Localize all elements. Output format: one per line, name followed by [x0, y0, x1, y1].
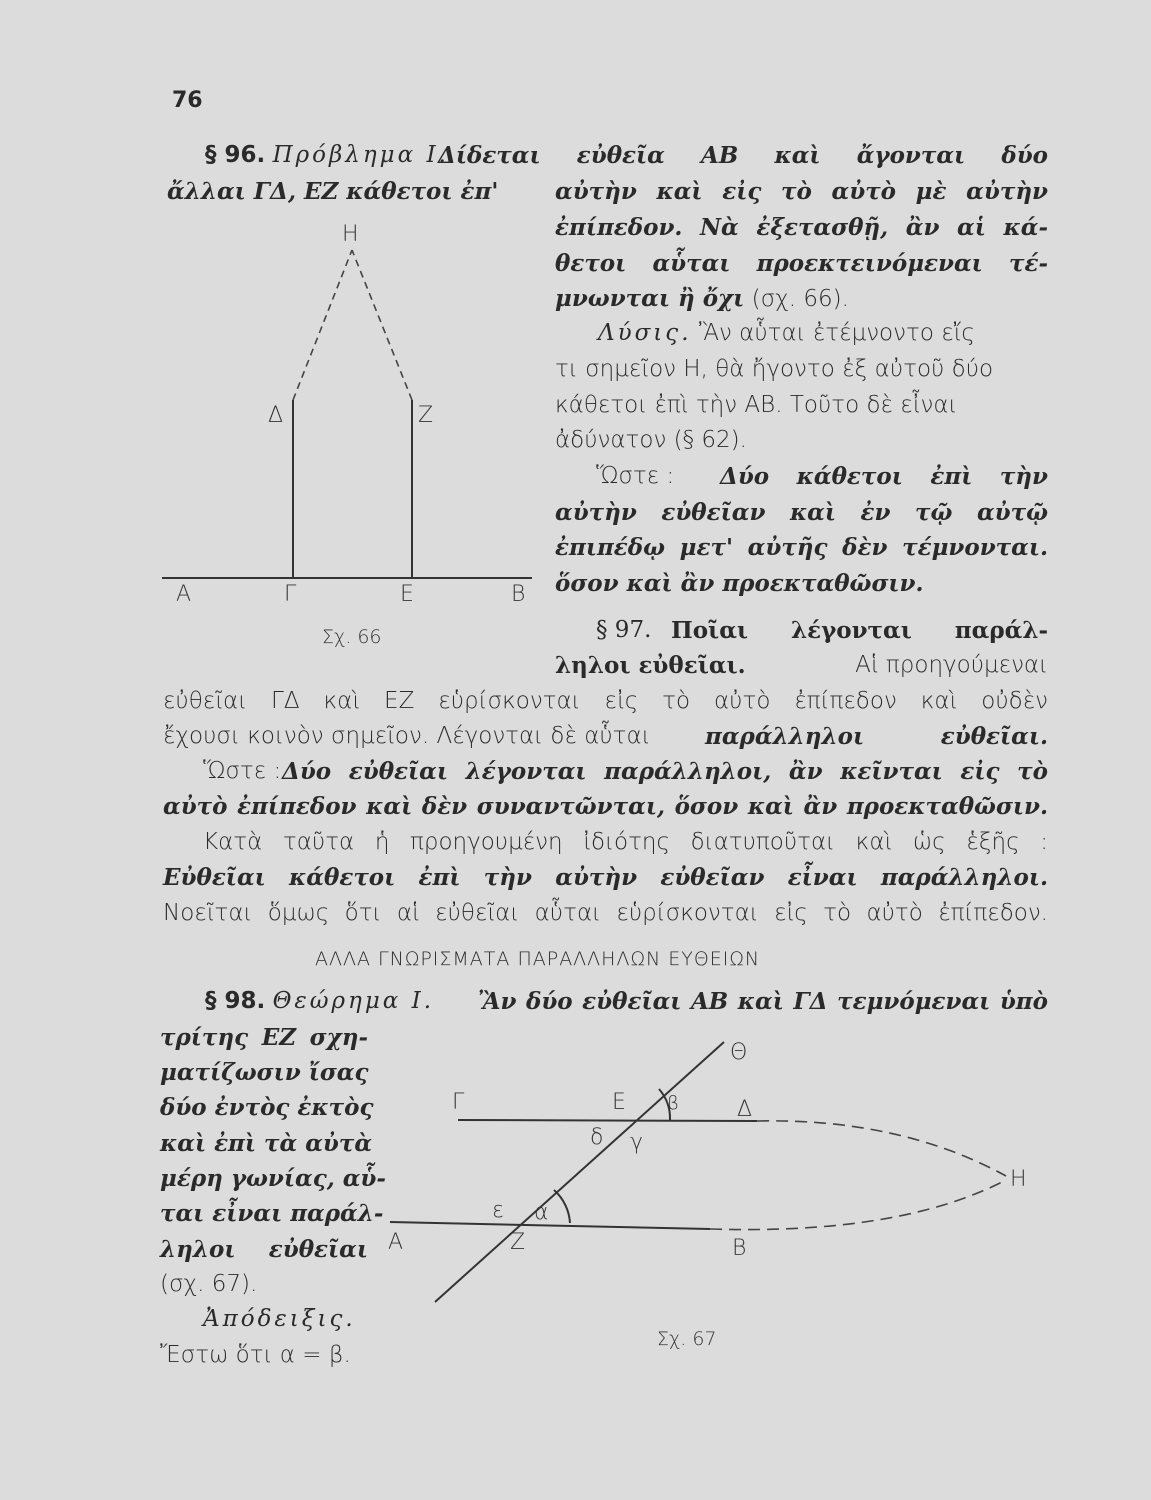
fig66-label-d: Δ — [268, 403, 284, 428]
fig67-label-delta: δ — [590, 1125, 604, 1150]
s98-side-6: ληλοι εὐθεῖαι — [160, 1236, 368, 1263]
s97-t3a: ἔχουσι κοινὸν σημεῖον. Λέγονται δὲ αὗται — [163, 723, 651, 749]
fig67-caption: Σχ. 67 — [657, 1328, 717, 1350]
lysis-text2: τι σημεῖον Η, θὰ ἤγοντο ἐξ αὐτοῦ δύο — [555, 356, 994, 382]
s98-mark: § 98. — [205, 988, 266, 1014]
s96-concl1: Δύο κάθετοι ἐπὶ τὴν — [720, 463, 1048, 490]
fig66-caption: Σχ. 66 — [322, 626, 382, 648]
s96-concl3: ἐπιπέδῳ μετ' αὐτῆς δὲν τέμνονται. — [555, 534, 1048, 561]
s96-line3: ἐπίπεδον. Νὰ ἐξετασθῇ, ἂν αἱ κά- — [555, 214, 1048, 241]
s98-side-5: ται εἶναι παράλ- — [160, 1200, 384, 1227]
s96-line1-rest: Δίδεται εὐθεῖα ΑΒ καὶ ἄγονται δύο — [438, 142, 1048, 169]
fig67-line-transversal — [435, 1042, 724, 1302]
fig66-label-h: Η — [342, 222, 359, 247]
s97-t3b: παράλληλοι εὐθεῖαι. — [705, 723, 1048, 750]
s96-lysis-line — [598, 320, 975, 346]
s96-line2b: αὐτὴν καὶ εἰς τὸ αὐτὸ μὲ αὐτὴν — [555, 178, 1048, 205]
lysis-text3: κάθετοι ἐπὶ τὴν ΑΒ. Τοῦτο δὲ εἶναι — [555, 392, 958, 418]
fig67-label-epsilon: ε — [492, 1198, 504, 1223]
fig67-label-beta: β — [667, 1092, 680, 1114]
page-number: 76 — [172, 88, 203, 113]
s96-ref: (σχ. 66). — [751, 286, 849, 312]
s97-mark: § 97. — [596, 617, 652, 643]
fig66-label-g: Γ — [284, 582, 297, 607]
fig67-arc-alpha — [554, 1190, 570, 1223]
fig67-dashed-bottom — [710, 1180, 1006, 1230]
fig66-label-b: Β — [511, 582, 526, 607]
s96-hoste-line — [596, 463, 674, 489]
s97-title1: Ποῖαι λέγονται παράλ- — [671, 617, 1048, 644]
fig66-dashed-left — [293, 250, 352, 400]
s96-line2a: ἄλλαι ΓΔ, ΕΖ κάθετοι ἐπ' — [167, 178, 499, 205]
s97-title2: ληλοι εὐθεῖαι. — [555, 652, 746, 679]
fig66-dashed-right — [352, 250, 412, 400]
fig67-label-alpha: α — [534, 1200, 549, 1225]
lysis-text1: Ἂν αὗται ἐτέμνοντο εἴς — [698, 320, 975, 346]
s97-t5: Εὐθεῖαι κάθετοι ἐπὶ τὴν αὐτὴν εὐθεῖαν εἶναι παράλληλοι. — [163, 864, 1048, 891]
s97-def2: αὐτὸ ἐπίπεδον καὶ δὲν συναντῶνται, ὅσον καὶ ἂν προεκταθῶσιν. — [163, 793, 1048, 820]
fig67-label-h: Η — [1010, 1167, 1027, 1192]
s98-side-1: ματίζωσιν ἴσας — [160, 1059, 369, 1086]
fig66-label-e: Ε — [400, 582, 414, 607]
s97-hoste: Ὥστε : — [203, 758, 282, 784]
s96-hoste: Ὥστε : — [596, 463, 675, 489]
fig67-label-a: Α — [388, 1230, 404, 1255]
fig66-label-z: Ζ — [418, 403, 434, 428]
s98-side-4: μέρη γωνίας, αὗ- — [160, 1165, 386, 1192]
lysis-label: Λύσις. — [598, 320, 692, 346]
s98-side-3: καὶ ἐπὶ τὰ αὐτὰ — [160, 1130, 373, 1157]
s96-line1 — [205, 142, 449, 168]
fig67-label-b: Β — [732, 1236, 747, 1261]
s97-t2: εὐθεῖαι ΓΔ καὶ ΕΖ εὑρίσκονται εἰς τὸ αὐτὸ ἐπίπεδον καὶ οὐδὲν — [163, 688, 1048, 714]
s96-line4: θετοι αὗται προεκτεινόμεναι τέ- — [555, 250, 1048, 277]
proof-label: Ἀπόδειξις. — [203, 1306, 356, 1332]
s98-head — [205, 988, 434, 1014]
section-heading: ΑΛΛΑ ΓΝΩΡΙΣΜΑΤΑ ΠΑΡΑΛΛΗΛΩΝ ΕΥΘΕΙΩΝ — [315, 948, 761, 970]
s98-side-0: τρίτης ΕΖ σχη- — [160, 1024, 368, 1051]
s97-def1: Δύο εὐθεῖαι λέγονται παράλληλοι, ἂν κεῖνται εἰς τὸ — [282, 758, 1048, 785]
fig67-dashed-top — [757, 1121, 1006, 1176]
fig67-label-gamma: γ — [630, 1130, 644, 1155]
fig67-label-g: Γ — [452, 1090, 465, 1115]
s96-concl4: ὅσον καὶ ἂν προεκταθῶσιν. — [555, 570, 924, 597]
s98-line1: Ἂν δύο εὐθεῖαι ΑΒ καὶ ΓΔ τεμνόμεναι ὑπὸ — [478, 988, 1048, 1015]
s98-ref: (σχ. 67). — [160, 1271, 258, 1297]
s97-title2-line — [555, 652, 746, 679]
s96-concl2: αὐτὴν εὐθεῖαν καὶ ἐν τῷ αὐτῷ — [555, 499, 1048, 526]
s96-line5 — [555, 285, 849, 312]
fig67-label-e: Ε — [612, 1090, 626, 1115]
s98-kind: Θεώρημα Ι. — [272, 988, 435, 1014]
s97-t6: Νοεῖται ὅμως ὅτι αἱ εὐθεῖαι αὗται εὑρίσκονται εἰς τὸ αὐτὸ ἐπίπεδον. — [163, 900, 1048, 926]
s98-side-2: δύο ἐντὸς ἐκτὸς — [160, 1094, 374, 1121]
fig67-label-z: Ζ — [510, 1230, 526, 1255]
fig66-label-a: Α — [176, 582, 192, 607]
proof-text: Ἔστω ὅτι α = β. — [160, 1342, 351, 1368]
fig67-label-d: Δ — [737, 1097, 753, 1122]
fig67-label-th: Θ — [730, 1040, 748, 1065]
s96-mark: § 96. — [205, 142, 266, 168]
s96-kind: Πρόβλημα Ι. — [272, 142, 449, 168]
s97-t4: Κατὰ ταῦτα ἡ προηγουμένη ἰδιότης διατυποῦται καὶ ὡς ἑξῆς : — [203, 829, 1048, 855]
s97-t1: Αἱ προηγούμεναι — [855, 652, 1048, 678]
fig67-line-ab — [390, 1222, 710, 1229]
s96-line5a: μνωνται ἢ ὄχι — [555, 285, 745, 312]
fig67-line-gd — [458, 1120, 757, 1121]
lysis-text4: ἀδύνατον (§ 62). — [555, 427, 747, 453]
